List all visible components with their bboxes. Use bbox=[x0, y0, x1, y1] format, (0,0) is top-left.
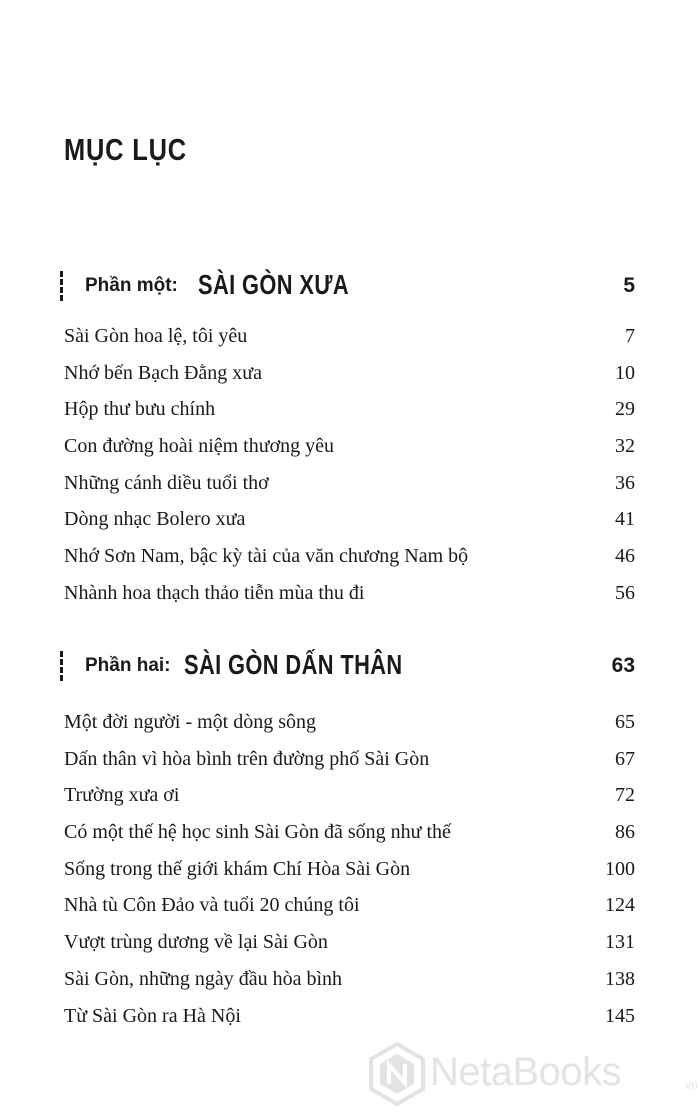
toc-entry-title: Nhà tù Côn Đảo và tuổi 20 chúng tôi bbox=[64, 894, 360, 917]
toc-entry-title: Con đường hoài niệm thương yêu bbox=[64, 435, 335, 458]
toc-entry-page: 46 bbox=[615, 545, 635, 568]
toc-entry-page: 36 bbox=[615, 471, 635, 494]
toc-entry-title: Nhớ bến Bạch Đằng xưa bbox=[64, 361, 263, 384]
toc-entry-page: 86 bbox=[615, 821, 635, 844]
toc-entry-title: Sài Gòn hoa lệ, tôi yêu bbox=[64, 325, 248, 347]
toc-entry[interactable] bbox=[64, 777, 635, 814]
part-one-page: 5 bbox=[623, 274, 635, 297]
toc-entry[interactable] bbox=[64, 961, 635, 998]
toc-entry[interactable] bbox=[64, 998, 635, 1035]
toc-entry-page: 7 bbox=[625, 325, 635, 347]
toc-entry-title: Vượt trùng dương về lại Sài Gòn bbox=[64, 931, 328, 954]
netabooks-logo-icon bbox=[368, 1042, 426, 1106]
toc-entry-page: 65 bbox=[615, 711, 635, 733]
toc-entry-page: 72 bbox=[615, 784, 635, 807]
toc-entry-page: 32 bbox=[615, 435, 635, 458]
toc-entry-page: 138 bbox=[605, 967, 635, 990]
toc-entry[interactable] bbox=[64, 501, 635, 538]
part-one-toc-list bbox=[64, 318, 635, 612]
toc-entry-title: Trường xưa ơi bbox=[64, 784, 180, 807]
part-two-prefix: Phần hai: bbox=[85, 655, 171, 676]
toc-entry-title: Một đời người - một dòng sông bbox=[64, 711, 317, 733]
toc-entry-title: Dòng nhạc Bolero xưa bbox=[64, 508, 246, 531]
part-two-toc-list bbox=[64, 704, 635, 1034]
toc-entry[interactable] bbox=[64, 465, 635, 502]
part-one-prefix: Phần một: bbox=[85, 275, 178, 296]
toc-entry[interactable] bbox=[64, 704, 635, 741]
toc-entry-title: Từ Sài Gòn ra Hà Nội bbox=[64, 1004, 241, 1027]
toc-entry[interactable] bbox=[64, 741, 635, 778]
toc-entry-page: 10 bbox=[615, 361, 635, 384]
toc-entry-page: 100 bbox=[605, 857, 635, 880]
toc-entry-page: 56 bbox=[615, 581, 635, 604]
part-one-header bbox=[60, 267, 635, 305]
toc-entry[interactable] bbox=[64, 814, 635, 851]
toc-entry-title: Dấn thân vì hòa bình trên đường phố Sài Gòn bbox=[64, 747, 430, 770]
part-one-name: SÀI GÒN XƯA bbox=[198, 269, 350, 300]
toc-entry-title: Có một thế hệ học sinh Sài Gòn đã sống như thế bbox=[64, 821, 451, 844]
toc-entry-page: 67 bbox=[615, 747, 635, 770]
toc-entry[interactable] bbox=[64, 924, 635, 961]
toc-entry-page: 41 bbox=[615, 508, 635, 531]
dashed-bar-icon bbox=[60, 651, 63, 681]
toc-entry-title: Sống trong thế giới khám Chí Hòa Sài Gòn bbox=[64, 857, 411, 880]
toc-entry-page: 29 bbox=[615, 398, 635, 421]
watermark-brand: NetaBooks bbox=[430, 1050, 622, 1094]
netabooks-watermark bbox=[368, 1040, 700, 1110]
page-title: MỤC LỤC bbox=[64, 132, 187, 167]
dashed-bar-icon bbox=[60, 271, 63, 301]
watermark-suffix: .vn bbox=[682, 1078, 699, 1092]
toc-entry[interactable] bbox=[64, 538, 635, 575]
toc-entry[interactable] bbox=[64, 887, 635, 924]
toc-entry-title: Sài Gòn, những ngày đầu hòa bình bbox=[64, 967, 343, 990]
toc-entry[interactable] bbox=[64, 851, 635, 888]
part-two-name: SÀI GÒN DẤN THÂN bbox=[184, 649, 403, 680]
toc-entry-title: Nhành hoa thạch thảo tiễn mùa thu đi bbox=[64, 581, 365, 604]
toc-entry-page: 124 bbox=[605, 894, 635, 917]
toc-entry[interactable] bbox=[64, 391, 635, 428]
toc-entry-page: 131 bbox=[605, 931, 635, 954]
toc-entry[interactable] bbox=[64, 355, 635, 392]
toc-entry[interactable] bbox=[64, 318, 635, 355]
part-two-header bbox=[60, 647, 635, 685]
toc-entry-title: Nhớ Sơn Nam, bậc kỳ tài của văn chương Nam bộ bbox=[64, 545, 469, 568]
part-two-page: 63 bbox=[611, 654, 635, 677]
toc-entry-title: Những cánh diều tuổi thơ bbox=[64, 471, 269, 494]
toc-entry[interactable] bbox=[64, 575, 635, 612]
toc-entry[interactable] bbox=[64, 428, 635, 465]
toc-entry-page: 145 bbox=[605, 1004, 635, 1027]
toc-entry-title: Hộp thư bưu chính bbox=[64, 398, 216, 421]
